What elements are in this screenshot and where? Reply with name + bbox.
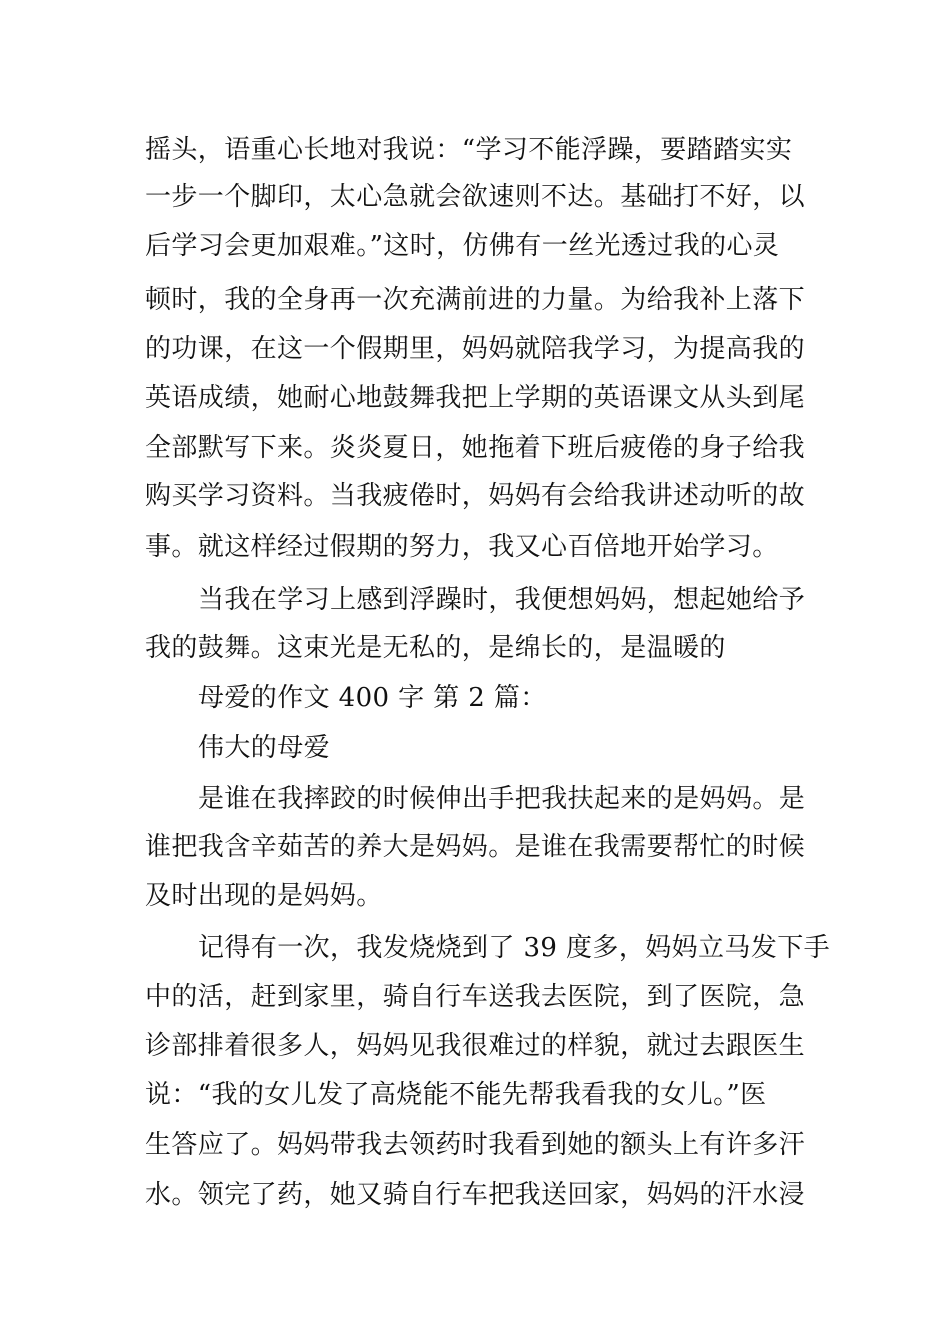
text-line: 说：“我的女儿发了高烧能不能先帮我看我的女儿。”医: [145, 1080, 767, 1110]
text-line: 及时出现的是妈妈。: [145, 881, 383, 911]
text-line: 全部默写下来。炎炎夏日，她拖着下班后疲倦的身子给我: [145, 433, 806, 463]
essay-title: 伟大的母爱: [198, 733, 331, 763]
text-line: 中的活，赶到家里，骑自行车送我去医院，到了医院，急: [145, 982, 806, 1012]
text-line: 顿时，我的全身再一次充满前进的力量。为给我补上落下: [145, 285, 806, 315]
text-line: 生答应了。妈妈带我去领药时我看到她的额头上有许多汗: [145, 1130, 806, 1160]
text-line: 的功课，在这一个假期里，妈妈就陪我学习，为提高我的: [145, 334, 806, 364]
text-line: 后学习会更加艰难。”这时，仿佛有一丝光透过我的心灵: [145, 231, 780, 261]
paragraph-first-line: 记得有一次，我发烧烧到了 39 度多，妈妈立马发下手: [198, 933, 831, 963]
text-line: 水。领完了药，她又骑自行车把我送回家，妈妈的汗水浸: [145, 1180, 806, 1210]
text-line: 一步一个脚印，太心急就会欲速则不达。基础打不好，以: [145, 182, 806, 212]
section-heading: 母爱的作文 400 字 第 2 篇：: [198, 683, 547, 713]
text-line: 谁把我含辛茹苦的养大是妈妈。是谁在我需要帮忙的时候: [145, 832, 806, 862]
paragraph-first-line: 当我在学习上感到浮躁时，我便想妈妈，想起她给予: [198, 585, 806, 615]
text-line: 英语成绩，她耐心地鼓舞我把上学期的英语课文从头到尾: [145, 383, 806, 413]
text-line: 摇头，语重心长地对我说：“学习不能浮躁，要踏踏实实: [145, 135, 793, 165]
paragraph-first-line: 是谁在我摔跤的时候伸出手把我扶起来的是妈妈。是: [198, 784, 806, 814]
text-line: 事。就这样经过假期的努力，我又心百倍地开始学习。: [145, 532, 779, 562]
text-line: 我的鼓舞。这束光是无私的，是绵长的，是温暖的: [145, 633, 726, 663]
text-line: 诊部排着很多人，妈妈见我很难过的样貌，就过去跟医生: [145, 1031, 806, 1061]
text-line: 购买学习资料。当我疲倦时，妈妈有会给我讲述动听的故: [145, 481, 806, 511]
